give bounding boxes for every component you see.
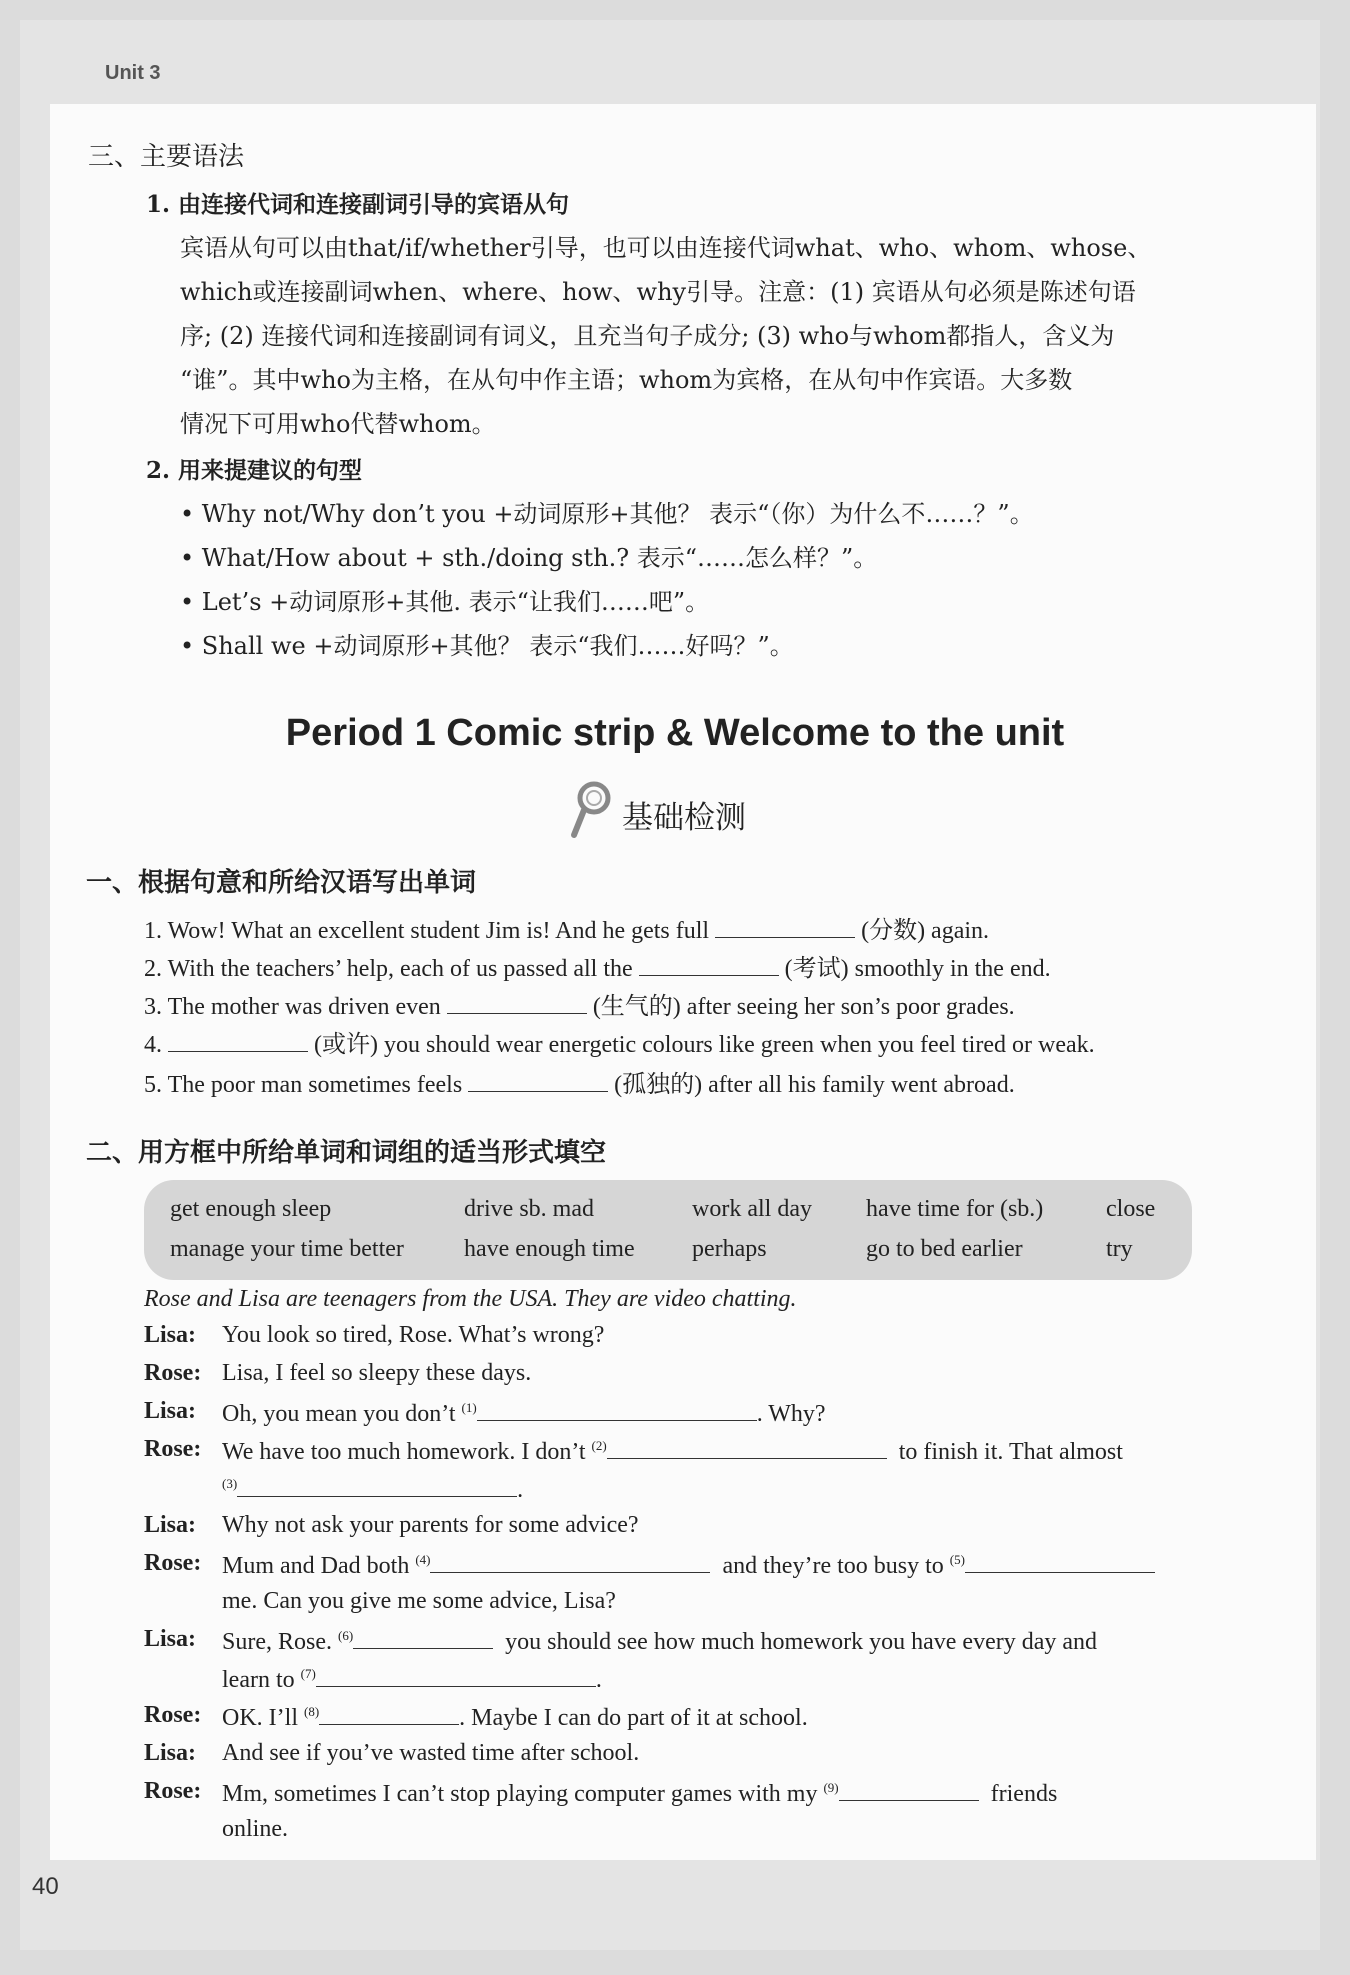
period-title: Period 1 Comic strip & Welcome to the unit	[285, 712, 1065, 754]
dialogue-line: Sure, Rose. $^{(6)}$ you should see how much homework you have every day and	[222, 1628, 1098, 1655]
speaker-lisa: Lisa:	[144, 1398, 197, 1424]
word-option: go to bed earlier	[866, 1236, 1023, 1262]
word-box	[144, 1180, 1192, 1280]
speaker-lisa: Lisa:	[144, 1740, 197, 1766]
page-number: 40	[32, 1873, 59, 1900]
suggestion-bullet: • What/How about + sth./doing sth.? 表示“……怎么样？”。	[180, 544, 878, 572]
word-option: perhaps	[692, 1236, 767, 1262]
word-option: manage your time better	[170, 1236, 404, 1262]
answer-blank[interactable]	[639, 953, 779, 976]
word-option: drive sb. mad	[464, 1196, 594, 1222]
word-option: have enough time	[464, 1236, 635, 1262]
unit-label: Unit 3	[105, 62, 161, 84]
exercise-item-4: 4. (或许) you should wear energetic colours like green when you feel tired or weak.	[144, 1024, 1095, 1059]
answer-blank[interactable]	[447, 991, 587, 1014]
exercise-item-1: 1. Wow! What an excellent student Jim is! And he gets full (分数) again.	[144, 910, 989, 945]
word-option: have time for (sb.)	[866, 1196, 1044, 1222]
dialogue-line: Lisa, I feel so sleepy these days.	[222, 1360, 532, 1386]
grammar-line-3: 序; (2) 连接代词和连接副词有词义，且充当句子成分; (3) who与whom都指人，含义为	[180, 322, 1115, 350]
answer-blank[interactable]	[237, 1474, 517, 1497]
speaker-lisa: Lisa:	[144, 1512, 197, 1538]
dialogue-line: me. Can you give me some advice, Lisa?	[222, 1588, 616, 1614]
answer-blank[interactable]	[468, 1069, 608, 1092]
exercise-item-2: 2. With the teachers’ help, each of us passed all the (考试) smoothly in the end.	[144, 948, 1051, 983]
word-option: work all day	[692, 1196, 812, 1222]
suggestion-bullet: • Why not/Why don’t you +动词原形+其他？ 表示“（你）为什么不……？”。	[180, 500, 1034, 528]
suggestion-bullet: • Let’s +动词原形+其他. 表示“让我们……吧”。	[180, 588, 710, 616]
answer-blank[interactable]	[839, 1778, 979, 1801]
exercise-item-3: 3. The mother was driven even (生气的) after seeing her son’s poor grades.	[144, 986, 1015, 1021]
dialogue-line: Mum and Dad both $^{(4)}$ and they’re too busy to $^{(5)}$	[222, 1550, 1155, 1580]
answer-blank[interactable]	[430, 1550, 710, 1573]
dialogue-line: You look so tired, Rose. What’s wrong?	[222, 1322, 605, 1348]
word-option: close	[1106, 1196, 1156, 1222]
answer-blank[interactable]	[965, 1550, 1155, 1573]
section-title: 基础检测	[622, 800, 746, 836]
speaker-rose: Rose:	[144, 1702, 202, 1728]
part2-title: 二、用方框中所给单词和词组的适当形式填空	[86, 1138, 607, 1168]
word-option: get enough sleep	[170, 1196, 332, 1222]
exercise-item-5: 5. The poor man sometimes feels (孤独的) after all his family went abroad.	[144, 1064, 1015, 1099]
answer-blank[interactable]	[715, 915, 855, 938]
speaker-rose: Rose:	[144, 1778, 202, 1804]
magnifier-icon	[566, 780, 616, 840]
dialogue-line: We have too much homework. I don’t $^{(2)}$ to finish it. That almost	[222, 1438, 1123, 1465]
answer-blank[interactable]	[319, 1702, 459, 1725]
speaker-rose: Rose:	[144, 1550, 202, 1576]
answer-blank[interactable]	[353, 1626, 493, 1649]
speaker-rose: Rose:	[144, 1436, 202, 1462]
dialogue-line: Oh, you mean you don’t $^{(1)}$ . Why?	[222, 1400, 826, 1427]
dialogue-line: And see if you’ve wasted time after school.	[222, 1740, 640, 1766]
answer-blank[interactable]	[607, 1436, 887, 1459]
answer-blank[interactable]	[168, 1029, 308, 1052]
grammar-title: 三、主要语法	[88, 142, 245, 172]
part1-title: 一、根据句意和所给汉语写出单词	[86, 868, 477, 898]
speaker-lisa: Lisa:	[144, 1322, 197, 1348]
answer-blank[interactable]	[316, 1664, 596, 1687]
dialogue-line: Mm, sometimes I can’t stop playing computer games with my $^{(9)}$ friends	[222, 1780, 1058, 1807]
dialogue-line: online.	[222, 1816, 288, 1842]
speaker-rose: Rose:	[144, 1360, 202, 1386]
dialogue-line: learn to $^{(7)}$ .	[222, 1666, 602, 1693]
dialogue-line: OK. I’ll $^{(8)}$ . Maybe I can do part of it at school.	[222, 1704, 808, 1731]
speaker-lisa: Lisa:	[144, 1626, 197, 1652]
dialogue-line: Why not ask your parents for some advice?	[222, 1512, 639, 1538]
grammar-sub2-title: 2. 用来提建议的句型	[146, 457, 363, 484]
grammar-sub1-title: 1. 由连接代词和连接副词引导的宾语从句	[146, 191, 570, 218]
answer-blank[interactable]	[477, 1398, 757, 1421]
suggestion-bullet: • Shall we +动词原形+其他？ 表示“我们……好吗？”。	[180, 632, 794, 660]
word-option: try	[1106, 1236, 1133, 1262]
grammar-line-2: which或连接副词when、where、how、why引导。注意：(1) 宾语从句必须是陈述句语	[180, 278, 1136, 306]
grammar-line-4: “谁”。其中who为主格，在从句中作主语；whom为宾格，在从句中作宾语。大多数	[180, 366, 1073, 394]
dialogue-intro: Rose and Lisa are teenagers from the USA. They are video chatting.	[144, 1286, 797, 1312]
grammar-line-5: 情况下可用who代替whom。	[180, 410, 496, 438]
grammar-line-1: 宾语从句可以由that/if/whether引导，也可以由连接代词what、who、whom、whose、	[180, 234, 1152, 262]
dialogue-line: $^{(3)}$ .	[222, 1476, 524, 1503]
